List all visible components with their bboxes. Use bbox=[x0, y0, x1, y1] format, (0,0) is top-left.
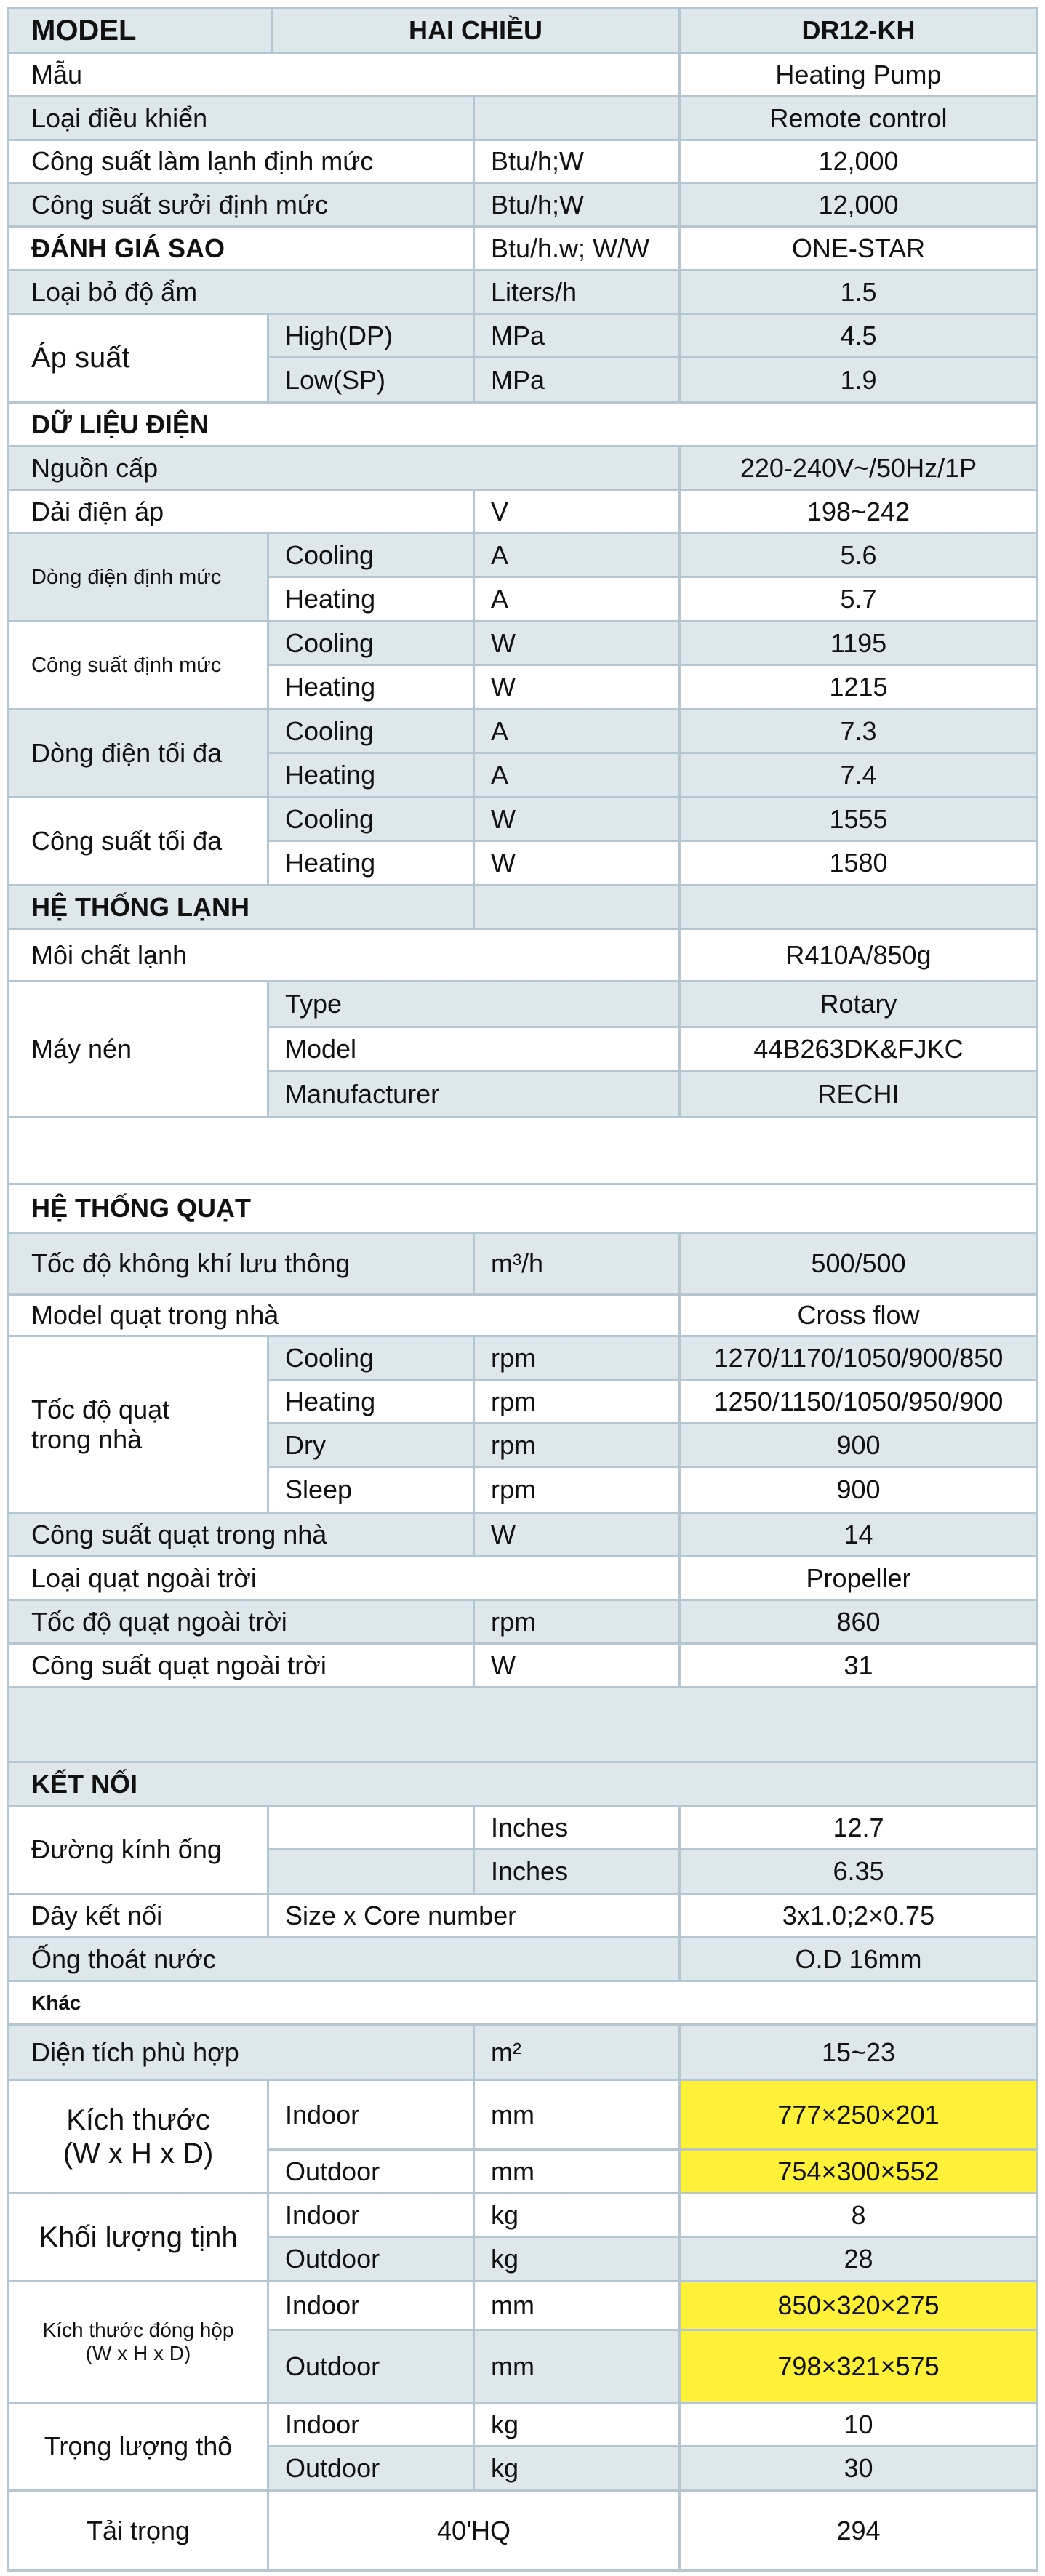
row-dimensions-indoor: Indoor bbox=[267, 2079, 475, 2151]
section-refrigeration-empty-2 bbox=[678, 884, 1038, 930]
row-max-current-cooling: Cooling bbox=[267, 708, 475, 754]
row-compressor-model-label: Model bbox=[267, 1026, 681, 1072]
row-rated-current-heating-value: 5.7 bbox=[678, 576, 1038, 622]
row-outdoor-fan-type-label: Loại quạt ngoài trời bbox=[7, 1555, 681, 1601]
row-rated-current-label: Dòng điện định mức bbox=[7, 532, 269, 622]
row-outdoor-fan-power-unit: W bbox=[473, 1642, 681, 1688]
row-load-capacity-label: Tải trọng bbox=[7, 2489, 269, 2572]
dimensions-label-line2: (W x H x D) bbox=[63, 2137, 214, 2170]
header-code: DR12-KH bbox=[678, 7, 1038, 54]
row-max-power-cooling-unit: W bbox=[473, 796, 681, 842]
row-max-current-heating-value: 7.4 bbox=[678, 752, 1038, 798]
row-rated-current-cooling: Cooling bbox=[267, 532, 475, 578]
row-package-dimensions-indoor: Indoor bbox=[267, 2280, 475, 2331]
row-indoor-fan-heating-value: 1250/1150/1050/950/900 bbox=[678, 1379, 1038, 1424]
row-outdoor-fan-speed-unit: rpm bbox=[473, 1599, 681, 1645]
row-pipe-diameter-label: Đường kính ống bbox=[7, 1805, 269, 1895]
row-net-weight-outdoor-value: 28 bbox=[678, 2236, 1038, 2282]
row-control-label: Loại điều khiển bbox=[7, 95, 475, 141]
row-gross-weight-outdoor-unit: kg bbox=[473, 2445, 681, 2492]
row-airflow-label: Tốc độ không khí lưu thông bbox=[7, 1232, 475, 1296]
row-suitable-area-unit: m² bbox=[473, 2023, 681, 2081]
row-power-supply-value: 220-240V~/50Hz/1P bbox=[678, 445, 1038, 491]
row-indoor-fan-dry: Dry bbox=[267, 1422, 475, 1468]
row-max-current-heating: Heating bbox=[267, 752, 475, 798]
row-gross-weight-outdoor: Outdoor bbox=[267, 2445, 475, 2492]
row-connection-wire-label: Dây kết nối bbox=[7, 1893, 269, 1938]
row-airflow-value: 500/500 bbox=[678, 1232, 1038, 1296]
row-dimensions-outdoor: Outdoor bbox=[267, 2148, 475, 2194]
row-rated-power-label: Công suất định mức bbox=[7, 620, 269, 710]
row-net-weight-indoor: Indoor bbox=[267, 2192, 475, 2238]
row-control-value: Remote control bbox=[678, 95, 1038, 141]
row-outdoor-fan-type-value: Propeller bbox=[678, 1555, 1038, 1601]
row-mau-value: Heating Pump bbox=[678, 52, 1038, 97]
row-indoor-fan-model-value: Cross flow bbox=[678, 1293, 1038, 1337]
row-indoor-fan-dry-value: 900 bbox=[678, 1422, 1038, 1468]
row-max-current-heating-unit: A bbox=[473, 752, 681, 798]
row-outdoor-fan-power-label: Công suất quạt ngoài trời bbox=[7, 1642, 475, 1688]
row-indoor-fan-cooling: Cooling bbox=[267, 1335, 475, 1381]
indoor-fan-speed-label-line2: trong nhà bbox=[31, 1424, 143, 1454]
row-rated-power-heating: Heating bbox=[267, 664, 475, 710]
row-package-dimensions-label bbox=[7, 2280, 269, 2404]
row-pressure-low-unit: MPa bbox=[473, 356, 681, 404]
row-control-empty bbox=[473, 95, 681, 141]
section-electrical-data: DỮ LIỆU ĐIỆN bbox=[7, 401, 1038, 447]
row-indoor-fan-power-value: 14 bbox=[678, 1512, 1038, 1557]
row-drain-pipe-value: O.D 16mm bbox=[678, 1936, 1038, 1982]
row-outdoor-fan-power-value: 31 bbox=[678, 1642, 1038, 1688]
row-refrigerant-label: Môi chất lạnh bbox=[7, 928, 681, 982]
row-cooling-capacity-unit: Btu/h;W bbox=[473, 139, 681, 184]
row-rated-power-cooling-unit: W bbox=[473, 620, 681, 666]
section-refrigeration-empty-1 bbox=[473, 884, 681, 930]
row-pressure-low: Low(SP) bbox=[267, 356, 475, 404]
row-refrigerant-value: R410A/850g bbox=[678, 928, 1038, 982]
row-star-rating-value: ONE-STAR bbox=[678, 225, 1038, 271]
row-indoor-fan-power-unit: W bbox=[473, 1512, 681, 1557]
row-net-weight-outdoor-unit: kg bbox=[473, 2236, 681, 2282]
row-gross-weight-outdoor-value: 30 bbox=[678, 2445, 1038, 2492]
row-rated-current-cooling-unit: A bbox=[473, 532, 681, 578]
row-power-supply-label: Nguồn cấp bbox=[7, 445, 681, 491]
row-rated-power-cooling-value: 1195 bbox=[678, 620, 1038, 666]
row-heating-capacity-unit: Btu/h;W bbox=[473, 182, 681, 228]
header-model: MODEL bbox=[7, 7, 273, 54]
row-gross-weight-label: Trọng lượng thô bbox=[7, 2402, 269, 2492]
row-indoor-fan-cooling-value: 1270/1170/1050/900/850 bbox=[678, 1335, 1038, 1381]
row-pressure-high-value: 4.5 bbox=[678, 313, 1038, 358]
row-indoor-fan-speed-label bbox=[7, 1335, 269, 1514]
header-type: HAI CHIỀU bbox=[271, 7, 681, 54]
row-indoor-fan-sleep-unit: rpm bbox=[473, 1466, 681, 1514]
row-indoor-fan-power-label: Công suất quạt trong nhà bbox=[7, 1512, 475, 1557]
row-outdoor-fan-speed-label: Tốc độ quạt ngoài trời bbox=[7, 1599, 475, 1645]
row-pressure-label: Áp suất bbox=[7, 313, 269, 404]
row-dehumidify-unit: Liters/h bbox=[473, 269, 681, 315]
row-max-current-label: Dòng điện tối đa bbox=[7, 708, 269, 798]
row-heating-capacity-label: Công suất sưởi định mức bbox=[7, 182, 475, 228]
row-max-current-cooling-value: 7.3 bbox=[678, 708, 1038, 754]
row-net-weight-indoor-value: 8 bbox=[678, 2192, 1038, 2238]
row-indoor-fan-heating-unit: rpm bbox=[473, 1379, 681, 1424]
row-compressor-manufacturer-label: Manufacturer bbox=[267, 1070, 681, 1118]
row-rated-power-cooling: Cooling bbox=[267, 620, 475, 666]
row-voltage-range-unit: V bbox=[473, 489, 681, 534]
row-dimensions-indoor-unit: mm bbox=[473, 2079, 681, 2151]
row-compressor-type-label: Type bbox=[267, 980, 681, 1028]
row-voltage-range-value: 198~242 bbox=[678, 489, 1038, 534]
blank-row bbox=[7, 1116, 1038, 1185]
row-pipe-diameter-unit-2: Inches bbox=[473, 1848, 681, 1895]
row-package-dimensions-outdoor-unit: mm bbox=[473, 2329, 681, 2404]
row-pressure-low-value: 1.9 bbox=[678, 356, 1038, 404]
blank-row-2 bbox=[7, 1686, 1038, 1763]
row-net-weight-outdoor: Outdoor bbox=[267, 2236, 475, 2282]
row-package-dimensions-indoor-value: 850×320×275 bbox=[678, 2280, 1038, 2331]
row-star-rating-label: ĐÁNH GIÁ SAO bbox=[7, 225, 475, 271]
row-pipe-diameter-value-1: 12.7 bbox=[678, 1805, 1038, 1850]
row-package-dimensions-outdoor: Outdoor bbox=[267, 2329, 475, 2404]
row-pressure-high: High(DP) bbox=[267, 313, 475, 358]
package-dimensions-label-line1: Kích thước đóng hộp bbox=[42, 2318, 234, 2341]
row-pipe-diameter-value-2: 6.35 bbox=[678, 1848, 1038, 1895]
package-dimensions-label-line2: (W x H x D) bbox=[85, 2342, 191, 2364]
row-rated-current-cooling-value: 5.6 bbox=[678, 532, 1038, 578]
row-package-dimensions-outdoor-value: 798×321×575 bbox=[678, 2329, 1038, 2404]
row-connection-wire-value: 3x1.0;2×0.75 bbox=[678, 1893, 1038, 1938]
row-connection-wire-unit: Size x Core number bbox=[267, 1893, 681, 1938]
row-indoor-fan-cooling-unit: rpm bbox=[473, 1335, 681, 1381]
row-pipe-diameter-unit-1: Inches bbox=[473, 1805, 681, 1850]
row-rated-current-heating-unit: A bbox=[473, 576, 681, 622]
row-pipe-diameter-empty-2 bbox=[267, 1848, 475, 1895]
section-fan-system: HỆ THỐNG QUẠT bbox=[7, 1183, 1038, 1234]
row-airflow-unit: m³/h bbox=[473, 1232, 681, 1296]
row-max-power-heating-value: 1580 bbox=[678, 840, 1038, 886]
row-pipe-diameter-empty-1 bbox=[267, 1805, 475, 1850]
row-indoor-fan-sleep: Sleep bbox=[267, 1466, 475, 1514]
row-rated-current-heating: Heating bbox=[267, 576, 475, 622]
dimensions-label-line1: Kích thước bbox=[66, 2103, 210, 2136]
section-refrigeration-system: HỆ THỐNG LẠNH bbox=[7, 884, 475, 930]
row-dimensions-label bbox=[7, 2079, 269, 2194]
row-pressure-high-unit: MPa bbox=[473, 313, 681, 358]
row-net-weight-indoor-unit: kg bbox=[473, 2192, 681, 2238]
row-suitable-area-value: 15~23 bbox=[678, 2023, 1038, 2081]
row-compressor-type-value: Rotary bbox=[678, 980, 1038, 1028]
row-outdoor-fan-speed-value: 860 bbox=[678, 1599, 1038, 1645]
row-max-power-label: Công suất tối đa bbox=[7, 796, 269, 886]
row-cooling-capacity-label: Công suất làm lạnh định mức bbox=[7, 139, 475, 184]
row-load-capacity-value: 294 bbox=[678, 2489, 1038, 2572]
row-cooling-capacity-value: 12,000 bbox=[678, 139, 1038, 184]
row-max-current-cooling-unit: A bbox=[473, 708, 681, 754]
row-dimensions-outdoor-unit: mm bbox=[473, 2148, 681, 2194]
row-voltage-range-label: Dải điện áp bbox=[7, 489, 475, 534]
row-max-power-cooling-value: 1555 bbox=[678, 796, 1038, 842]
row-max-power-heating-unit: W bbox=[473, 840, 681, 886]
row-star-rating-unit: Btu/h.w; W/W bbox=[473, 225, 681, 271]
row-gross-weight-indoor: Indoor bbox=[267, 2402, 475, 2447]
row-net-weight-label: Khối lượng tịnh bbox=[7, 2192, 269, 2282]
row-package-dimensions-indoor-unit: mm bbox=[473, 2280, 681, 2331]
row-mau-label: Mẫu bbox=[7, 52, 681, 97]
row-indoor-fan-dry-unit: rpm bbox=[473, 1422, 681, 1468]
section-other: Khác bbox=[7, 1980, 1038, 2026]
row-max-power-heating: Heating bbox=[267, 840, 475, 886]
row-rated-power-heating-value: 1215 bbox=[678, 664, 1038, 710]
row-indoor-fan-heating: Heating bbox=[267, 1379, 475, 1424]
row-load-capacity-container: 40'HQ bbox=[267, 2489, 681, 2572]
row-indoor-fan-model-label: Model quạt trong nhà bbox=[7, 1293, 681, 1337]
row-heating-capacity-value: 12,000 bbox=[678, 182, 1038, 228]
row-suitable-area-label: Diện tích phù hợp bbox=[7, 2023, 475, 2081]
row-compressor-label: Máy nén bbox=[7, 980, 269, 1118]
row-compressor-model-value: 44B263DK&FJKC bbox=[678, 1026, 1038, 1072]
row-max-power-cooling: Cooling bbox=[267, 796, 475, 842]
row-gross-weight-indoor-value: 10 bbox=[678, 2402, 1038, 2447]
row-rated-power-heating-unit: W bbox=[473, 664, 681, 710]
row-drain-pipe-label: Ống thoát nước bbox=[7, 1936, 681, 1982]
row-dimensions-indoor-value: 777×250×201 bbox=[678, 2079, 1038, 2151]
row-dimensions-outdoor-value: 754×300×552 bbox=[678, 2148, 1038, 2194]
row-indoor-fan-sleep-value: 900 bbox=[678, 1466, 1038, 1514]
row-dehumidify-value: 1.5 bbox=[678, 269, 1038, 315]
row-compressor-manufacturer-value: RECHI bbox=[678, 1070, 1038, 1118]
row-gross-weight-indoor-unit: kg bbox=[473, 2402, 681, 2447]
row-dehumidify-label: Loại bỏ độ ẩm bbox=[7, 269, 475, 315]
indoor-fan-speed-label-line1: Tốc độ quạt bbox=[31, 1394, 170, 1424]
section-connection: KẾT NỐI bbox=[7, 1761, 1038, 1807]
